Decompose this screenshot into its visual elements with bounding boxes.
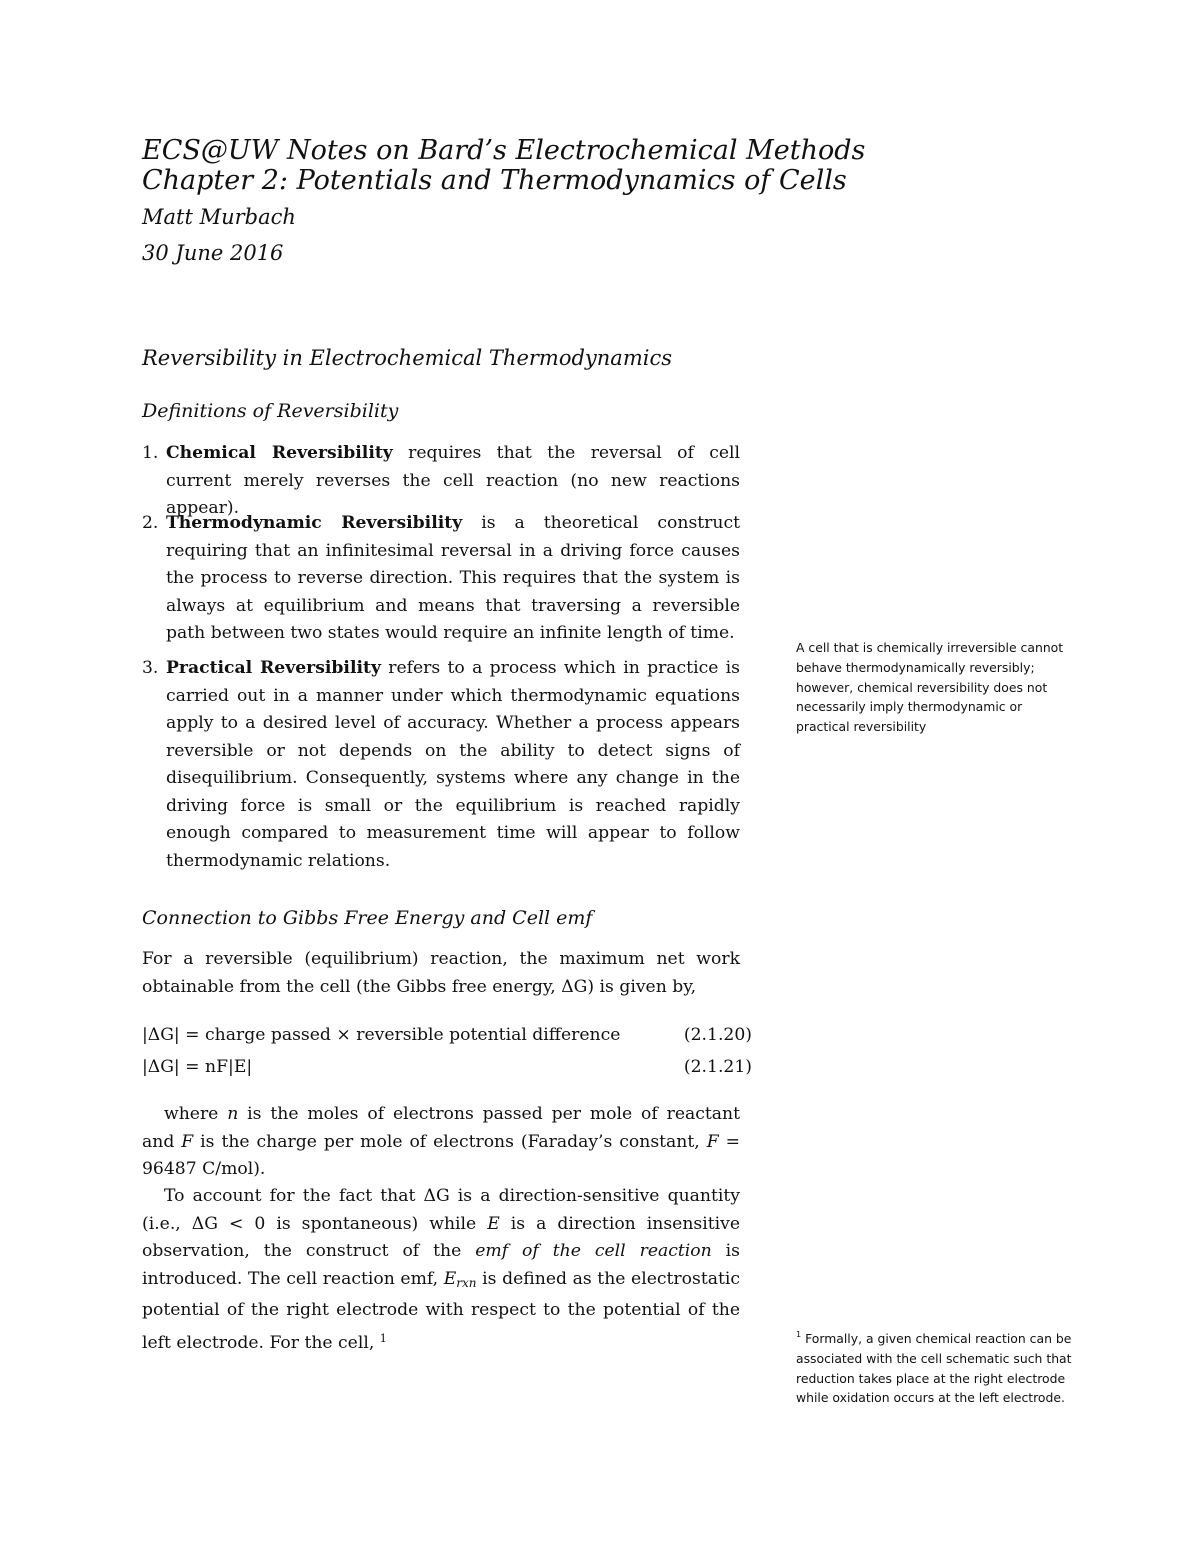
text-span: where: [164, 1104, 228, 1124]
list-item-number: 3.: [142, 658, 159, 678]
equation-2-1-20: [142, 1020, 752, 1050]
author-name: Matt Murbach: [142, 205, 296, 229]
document-title: [142, 136, 865, 196]
text-span: is a direction insensitive observation, the construct of the: [142, 1213, 740, 1261]
title-line-2: Chapter 2: Potentials and Thermodynamics of Cells: [142, 165, 847, 196]
text-span: is the moles of electrons passed per mole of reactant and: [142, 1104, 740, 1152]
variable-F: F: [706, 1131, 719, 1152]
subscript-rxn: rxn: [456, 1275, 477, 1290]
list-item-thermodynamic-reversibility: [142, 510, 742, 650]
text-span: = 96487 C/mol).: [142, 1131, 740, 1179]
definition-text: is a theoretical construct requiring that an infinitesimal reversal in a driving force causes the process to reverse direction. This requires that the system is always at equilibrium and means that traversing a reversible path between two states would require an infinite length of time.: [166, 513, 740, 643]
subsection-heading-gibbs: Connection to Gibbs Free Energy and Cell emf: [142, 907, 593, 929]
text-span: is defined as the electrostatic potential of the right electrode with respect to the potential of the left electrode. For the cell,: [142, 1268, 740, 1353]
footnote-number: 1: [796, 1330, 802, 1339]
term-practical-reversibility: Practical Reversibility: [166, 658, 381, 678]
margin-footnote: [796, 1325, 1078, 1408]
emf-paragraph: [142, 1183, 740, 1357]
subsection-heading-definitions: Definitions of Reversibility: [142, 400, 399, 422]
list-item-number: 2.: [142, 513, 159, 533]
variable-F: F: [181, 1131, 194, 1152]
list-item-number: 1.: [142, 443, 159, 463]
delta-g-symbol: ΔG: [561, 976, 588, 997]
definition-text: requires that the reversal of cell current merely reverses the cell reaction (no new reactions appear).: [166, 443, 740, 518]
footnote-marker[interactable]: 1: [379, 1331, 387, 1345]
equation-number: (2.1.21): [683, 1057, 752, 1077]
list-item-text: [166, 510, 740, 648]
variable-E: E: [487, 1213, 500, 1234]
equation-expression: |ΔG| = charge passed × reversible potential difference: [142, 1025, 621, 1045]
list-item-chemical-reversibility: [142, 440, 742, 518]
variable-E-rxn: E: [443, 1268, 457, 1289]
margin-note-reversibility: A cell that is chemically irreversible cannot behave thermodynamically reversibly; however, chemical reversibility does not necessarily imply thermodynamic or practical reversibility: [796, 640, 1064, 735]
faraday-paragraph: [142, 1101, 740, 1184]
title-line-1: ECS@UW Notes on Bard’s Electrochemical Methods: [142, 135, 866, 166]
list-item-practical-reversibility: [142, 655, 742, 877]
text-span: is introduced. The cell reaction emf,: [142, 1241, 740, 1289]
text-span: To account for the fact that ΔG is a direction-sensitive quantity (i.e., ΔG < 0 is spontaneous) while: [142, 1186, 740, 1234]
text-span: For a reversible (equilibrium) reaction, the maximum net work obtainable from the cell (the Gibbs free energy,: [142, 949, 740, 997]
document-date: 30 June 2016: [142, 241, 284, 265]
text-span: ) is given by,: [587, 976, 697, 997]
footnote-text: Formally, a given chemical reaction can be associated with the cell schematic such that reduction takes place at the right electrode while oxidation occurs at the left electrode.: [796, 1331, 1072, 1406]
equation-number: (2.1.20): [683, 1025, 752, 1045]
equation-2-1-21: [142, 1052, 752, 1082]
list-item-text: [166, 655, 740, 875]
emphasis-emf-of-cell-reaction: emf of the cell reaction: [475, 1241, 712, 1261]
term-thermodynamic-reversibility: Thermodynamic Reversibility: [166, 513, 463, 533]
variable-n: n: [227, 1104, 239, 1124]
section-heading: Reversibility in Electrochemical Thermodynamics: [142, 346, 672, 370]
text-span: is the charge per mole of electrons (Faraday’s constant,: [193, 1131, 707, 1152]
equation-expression: |ΔG| = nF|E|: [142, 1057, 253, 1077]
term-chemical-reversibility: Chemical Reversibility: [166, 443, 393, 463]
definition-text: refers to a process which in practice is carried out in a manner under which thermodynamic equations apply to a desired level of accuracy. Whether a process appears reversible or not depends on the ability to detect signs of disequilibrium. Consequently, systems where any change in the driving force is small or the equilibrium is reached rapidly enough compared to measurement time will appear to follow thermodynamic relations.: [166, 658, 740, 871]
gibbs-intro-paragraph: [142, 946, 740, 1001]
